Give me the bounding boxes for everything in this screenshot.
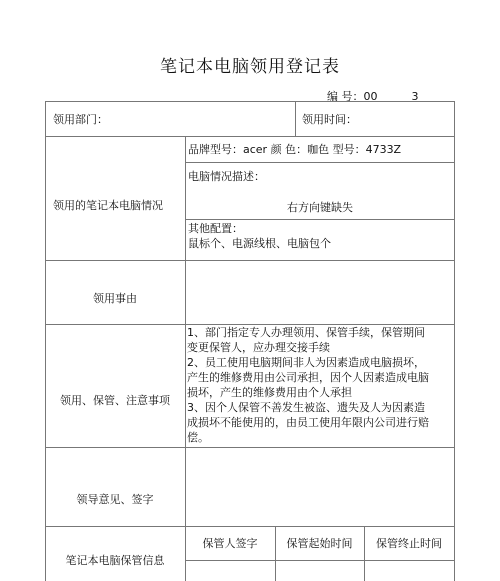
row-line-5 xyxy=(45,526,455,527)
rules-line: 产生的维修费用由公司承担，因个人因素造成电脑 xyxy=(187,371,429,384)
brand-model: 品牌型号：acer 颜 色：咖色 型号：4733Z xyxy=(188,143,402,156)
leader-opinion-label: 领导意见、签字 xyxy=(76,493,154,506)
rules-line: 2、员工使用电脑期间非人为因素造成电脑损坏， xyxy=(187,356,425,369)
rules-label: 领用、保管、注意事项 xyxy=(60,394,170,407)
page-title: 笔记本电脑领用登记表 xyxy=(160,57,340,77)
rules-line: 成损坏不能使用的，由员工使用年限内公司进行赔 xyxy=(187,416,429,429)
custodian-signature-header: 保管人签字 xyxy=(202,537,258,550)
table-border-right xyxy=(454,101,455,581)
rules-line: 损坏，产生的维修费用由个人承担 xyxy=(187,386,352,399)
laptop-info-label: 领用的笔记本电脑情况 xyxy=(53,199,163,212)
table-border-left xyxy=(45,101,46,581)
custody-end-header: 保管终止时间 xyxy=(376,537,442,550)
row-line-brand xyxy=(185,162,455,163)
row-line-1 xyxy=(45,136,455,137)
serial-label: 编 号： xyxy=(327,90,364,103)
row-line-6 xyxy=(185,560,455,561)
table-divider-dept xyxy=(295,101,296,136)
rules-line: 变更保管人，应办理交接手续 xyxy=(187,341,330,354)
row-line-2 xyxy=(45,260,455,261)
custody-info-label: 笔记本电脑保管信息 xyxy=(65,554,165,567)
row-line-4 xyxy=(45,447,455,448)
table-divider-custody-2 xyxy=(364,526,365,581)
rules-line: 1、部门指定专人办理领用、保管手续，保管期间 xyxy=(187,326,425,339)
serial-part-1: 00 xyxy=(363,90,378,103)
rules-line: 偿。 xyxy=(187,431,209,444)
dept-label: 领用部门： xyxy=(53,113,108,126)
custody-start-header: 保管起始时间 xyxy=(286,537,353,550)
rules-line: 3、因个人保管不善发生被盗、遗失及人为因素造 xyxy=(187,401,425,414)
table-divider-custody-1 xyxy=(275,526,276,581)
time-label: 领用时间： xyxy=(302,113,357,126)
table-border-top xyxy=(45,101,455,102)
other-config-label: 其他配置： xyxy=(188,222,243,235)
condition-desc-label: 电脑情况描述： xyxy=(188,170,265,183)
row-line-desc xyxy=(185,219,455,220)
condition-desc-value: 右方向键缺失 xyxy=(287,201,353,214)
registration-table xyxy=(45,101,455,581)
other-config-value: 鼠标个、电源线根、电脑包个 xyxy=(188,237,331,250)
serial-part-2: 3 xyxy=(411,90,419,103)
reason-label: 领用事由 xyxy=(93,292,137,305)
